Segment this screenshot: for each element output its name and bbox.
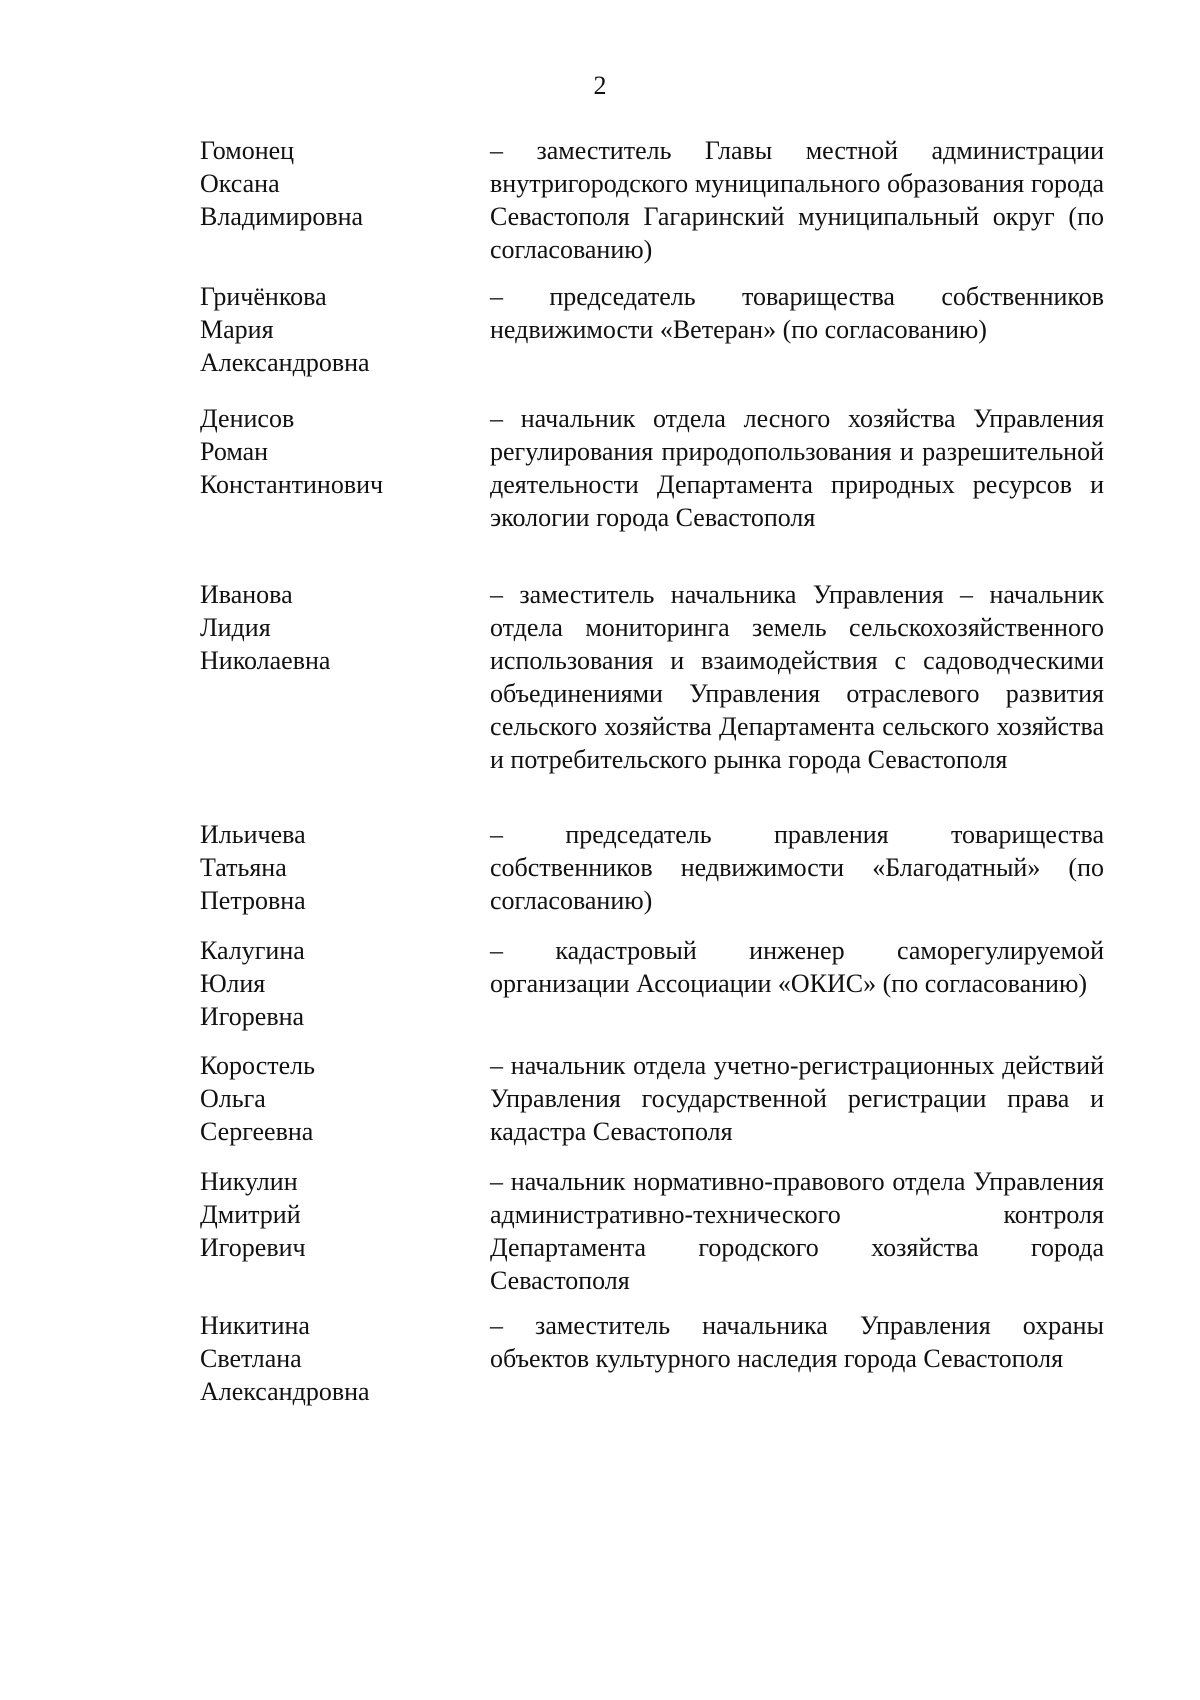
member-surname: Калугина — [200, 936, 305, 965]
member-patronymic: Игоревич — [200, 1233, 306, 1262]
member-entry — [200, 1165, 1104, 1309]
member-surname: Никулин — [200, 1167, 298, 1196]
member-patronymic: Николаевна — [200, 646, 331, 675]
member-surname: Коростель — [200, 1051, 315, 1080]
member-entry — [200, 578, 1104, 818]
page-number: 2 — [593, 71, 607, 100]
member-name — [200, 578, 490, 818]
member-name — [200, 134, 490, 280]
member-name — [200, 1309, 490, 1419]
member-position: – кадастровый инженер саморегулируемой организации Ассоциации «ОКИС» (по согласованию) — [490, 936, 1104, 998]
member-given-name: Юлия — [200, 969, 266, 998]
member-patronymic: Константинович — [200, 470, 384, 499]
member-surname: Гомонец — [200, 136, 295, 165]
member-position: – начальник нормативно-правового отдела Управления административно-технического контроля Департамента городского хозяйства города Севастополя — [490, 1167, 1104, 1295]
member-name — [200, 1165, 490, 1309]
member-given-name: Мария — [200, 315, 274, 344]
member-name — [200, 818, 490, 934]
member-entry — [200, 1309, 1104, 1419]
member-position: – начальник отдела учетно-регистрационных действий Управления государственной регистрации права и кадастра Севастополя — [490, 1051, 1104, 1146]
member-patronymic: Игоревна — [200, 1002, 305, 1031]
member-entry — [200, 934, 1104, 1049]
member-given-name: Роман — [200, 437, 269, 466]
member-given-name: Ольга — [200, 1084, 266, 1113]
member-position: – председатель товарищества собственников недвижимости «Ветеран» (по согласованию) — [490, 282, 1104, 344]
member-patronymic: Александровна — [200, 348, 370, 377]
member-position: – заместитель начальника Управления – начальник отдела мониторинга земель сельскохозяйственного использования и взаимодействия с садоводческими объединениями Управления отраслевого развития сельского хозяйства Департамента сельского хозяйства и потребительского рынка города Севастополя — [490, 580, 1104, 774]
member-name — [200, 402, 490, 578]
member-patronymic: Петровна — [200, 886, 306, 915]
member-list — [200, 134, 1104, 1419]
member-surname: Иванова — [200, 580, 293, 609]
member-entry — [200, 818, 1104, 934]
member-given-name: Светлана — [200, 1344, 302, 1373]
member-name — [200, 1049, 490, 1165]
member-surname: Никитина — [200, 1311, 310, 1340]
member-surname: Денисов — [200, 404, 295, 433]
member-name — [200, 934, 490, 1049]
member-surname: Гричёнкова — [200, 282, 327, 311]
member-position: – заместитель начальника Управления охраны объектов культурного наследия города Севастополя — [490, 1311, 1104, 1373]
member-position: – председатель правления товарищества собственников недвижимости «Благодатный» (по согласованию) — [490, 820, 1104, 915]
member-position: – заместитель Главы местной администрации внутригородского муниципального образования города Севастополя Гагаринский муниципальный округ (по согласованию) — [490, 136, 1104, 264]
member-patronymic: Александровна — [200, 1377, 370, 1406]
member-name — [200, 280, 490, 402]
member-entry — [200, 402, 1104, 578]
member-patronymic: Владимировна — [200, 202, 364, 231]
member-given-name: Дмитрий — [200, 1200, 301, 1229]
member-given-name: Оксана — [200, 169, 280, 198]
member-entry — [200, 134, 1104, 280]
member-surname: Ильичева — [200, 820, 306, 849]
member-entry — [200, 280, 1104, 402]
member-given-name: Татьяна — [200, 853, 287, 882]
member-position: – начальник отдела лесного хозяйства Управления регулирования природопользования и разрешительной деятельности Департамента природных ресурсов и экологии города Севастополя — [490, 404, 1104, 532]
member-entry — [200, 1049, 1104, 1165]
member-given-name: Лидия — [200, 613, 271, 642]
member-patronymic: Сергеевна — [200, 1117, 314, 1146]
